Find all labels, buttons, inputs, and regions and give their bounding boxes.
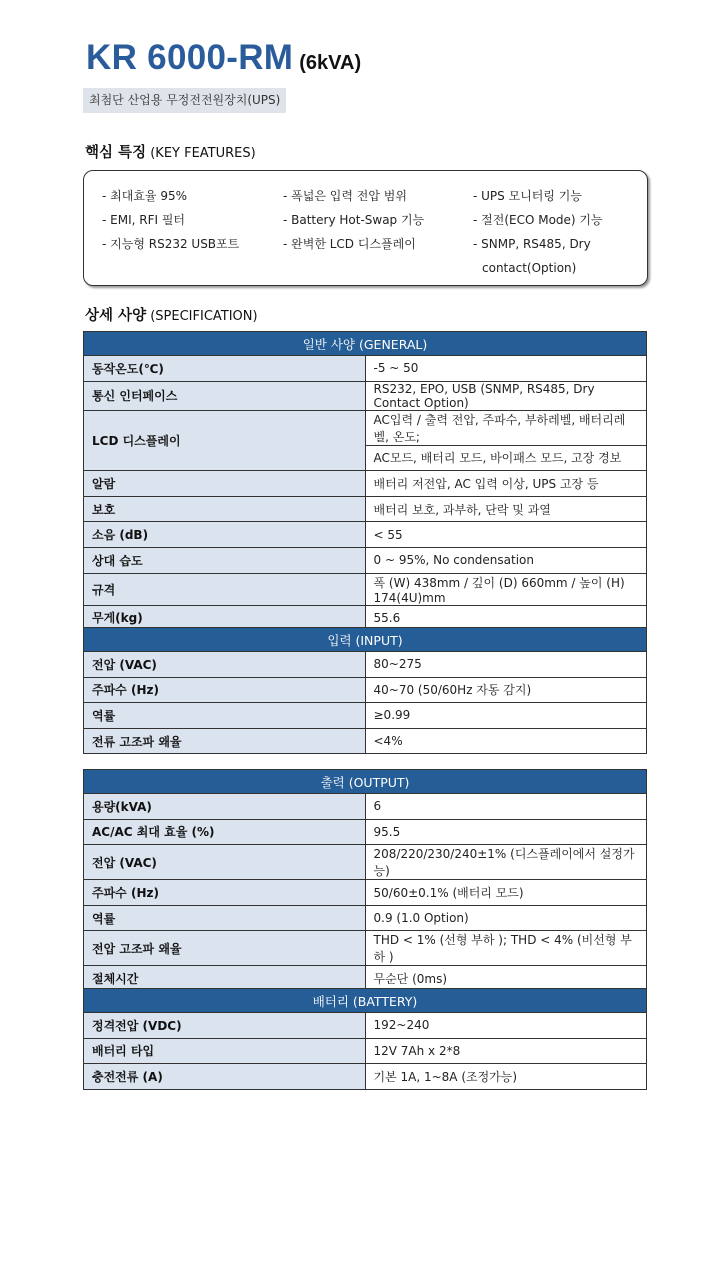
table-header: 출력 (OUTPUT): [84, 770, 647, 794]
table-row: [84, 1038, 647, 1064]
spec-value: 기본 1A, 1~8A (조정가능): [365, 1064, 647, 1090]
spec-key: 상대 습도: [84, 547, 366, 573]
table-row: [84, 905, 647, 931]
table-row: [84, 522, 647, 548]
feature-item: - Battery Hot-Swap 기능: [283, 213, 425, 227]
table-row: [84, 496, 647, 522]
spec-value: 12V 7Ah x 2*8: [365, 1038, 647, 1064]
spec-key: 알람: [84, 471, 366, 497]
spec-key: 보호: [84, 496, 366, 522]
specification-title-en: (SPECIFICATION): [150, 309, 258, 324]
spec-key: AC/AC 최대 효율 (%): [84, 819, 366, 845]
key-features-box: [83, 170, 648, 286]
table-row: [84, 794, 647, 820]
spec-key: 배터리 타입: [84, 1038, 366, 1064]
table-row: [84, 845, 647, 880]
table-row: [84, 356, 647, 382]
spec-value: RS232, EPO, USB (SNMP, RS485, Dry Contact Option): [365, 381, 647, 410]
spec-value: <4%: [365, 728, 647, 754]
feature-item: - 폭넓은 입력 전압 범위: [283, 189, 407, 203]
feature-item: - EMI, RFI 필터: [102, 213, 186, 227]
spec-value: 배터리 보호, 과부하, 단락 및 과열: [365, 496, 647, 522]
feature-item: - 최대효율 95%: [102, 189, 187, 203]
table-row: [84, 880, 647, 906]
spec-key: 주파수 (Hz): [84, 880, 366, 906]
spec-value: 80~275: [365, 652, 647, 678]
table-row: [84, 728, 647, 754]
spec-value: 6: [365, 794, 647, 820]
spec-key: 역률: [84, 703, 366, 729]
spec-key: 무게(kg): [84, 605, 366, 631]
spec-key: 통신 인터페이스: [84, 381, 366, 410]
spec-key: 전류 고조파 왜율: [84, 728, 366, 754]
table-row: [84, 703, 647, 729]
spec-value: < 55: [365, 522, 647, 548]
table-row: [84, 1064, 647, 1090]
features-column-2: [283, 184, 424, 256]
spec-value: 0 ~ 95%, No condensation: [365, 547, 647, 573]
spec-value: 무순단 (0ms): [365, 966, 647, 992]
spec-value: 192~240: [365, 1013, 647, 1039]
spec-value: ≥0.99: [365, 703, 647, 729]
features-column-3: [473, 184, 603, 280]
product-title: [86, 38, 361, 78]
table-header: 입력 (INPUT): [84, 628, 647, 652]
spec-key: 용량(kVA): [84, 794, 366, 820]
model-capacity: (6kVA): [299, 52, 362, 74]
key-features-heading: [85, 141, 256, 162]
table-row: [84, 381, 647, 410]
specification-title: 상세 사양: [85, 308, 147, 324]
spec-key: 동작온도(℃): [84, 356, 366, 382]
spec-key: 충전전류 (A): [84, 1064, 366, 1090]
spec-value: THD < 1% (선형 부하 ); THD < 4% (비선형 부하 ): [365, 931, 647, 966]
key-features-title-en: (KEY FEATURES): [150, 146, 256, 161]
spec-value: 폭 (W) 438mm / 깊이 (D) 660mm / 높이 (H) 174(4U)mm: [365, 573, 647, 605]
table-row: [84, 471, 647, 497]
spec-key: LCD 디스플레이: [84, 410, 366, 471]
spec-value: 50/60±0.1% (배터리 모드): [365, 880, 647, 906]
table-row: [84, 1013, 647, 1039]
spec-value: AC모드, 배터리 모드, 바이패스 모드, 고장 경보: [365, 445, 647, 471]
spec-key: 전압 고조파 왜율: [84, 931, 366, 966]
output-spec-table: [83, 769, 647, 992]
spec-value: -5 ~ 50: [365, 356, 647, 382]
table-row: [84, 652, 647, 678]
model-name: KR 6000-RM: [86, 38, 294, 77]
spec-key: 소음 (dB): [84, 522, 366, 548]
spec-key: 절체시간: [84, 966, 366, 992]
spec-key: 전압 (VAC): [84, 845, 366, 880]
specification-heading: [85, 304, 258, 325]
spec-key: 주파수 (Hz): [84, 677, 366, 703]
key-features-title: 핵심 특징: [85, 145, 147, 161]
spec-value: 55.6: [365, 605, 647, 631]
table-row: [84, 573, 647, 605]
table-header: 일반 사양 (GENERAL): [84, 332, 647, 356]
feature-item: - 지능형 RS232 USB포트: [102, 237, 240, 251]
features-column-1: [102, 184, 239, 256]
battery-spec-table: [83, 988, 647, 1090]
table-row: [84, 931, 647, 966]
spec-value: 0.9 (1.0 Option): [365, 905, 647, 931]
feature-item: - 완벽한 LCD 디스플레이: [283, 237, 416, 251]
spec-value: 배터리 저전압, AC 입력 이상, UPS 고장 등: [365, 471, 647, 497]
spec-key: 규격: [84, 573, 366, 605]
spec-value: AC입력 / 출력 전압, 주파수, 부하레벨, 배터리레벨, 온도;: [365, 410, 647, 445]
spec-key: 역률: [84, 905, 366, 931]
spec-key: 정격전압 (VDC): [84, 1013, 366, 1039]
feature-item: - 절전(ECO Mode) 기능: [473, 213, 603, 227]
spec-value: 40~70 (50/60Hz 자동 감지): [365, 677, 647, 703]
product-subtitle: 최첨단 산업용 무정전전원장치(UPS): [83, 88, 286, 113]
feature-item: - SNMP, RS485, Dry: [473, 237, 591, 251]
table-row: [84, 547, 647, 573]
table-row: [84, 410, 647, 445]
input-spec-table: [83, 627, 647, 754]
general-spec-table: [83, 331, 647, 631]
table-row: [84, 677, 647, 703]
spec-value: 95.5: [365, 819, 647, 845]
table-header: 배터리 (BATTERY): [84, 989, 647, 1013]
spec-value: 208/220/230/240±1% (디스플레이에서 설정가능): [365, 845, 647, 880]
feature-item: - UPS 모니터링 기능: [473, 189, 582, 203]
table-row: [84, 819, 647, 845]
spec-key: 전압 (VAC): [84, 652, 366, 678]
feature-item: contact(Option): [482, 261, 577, 275]
